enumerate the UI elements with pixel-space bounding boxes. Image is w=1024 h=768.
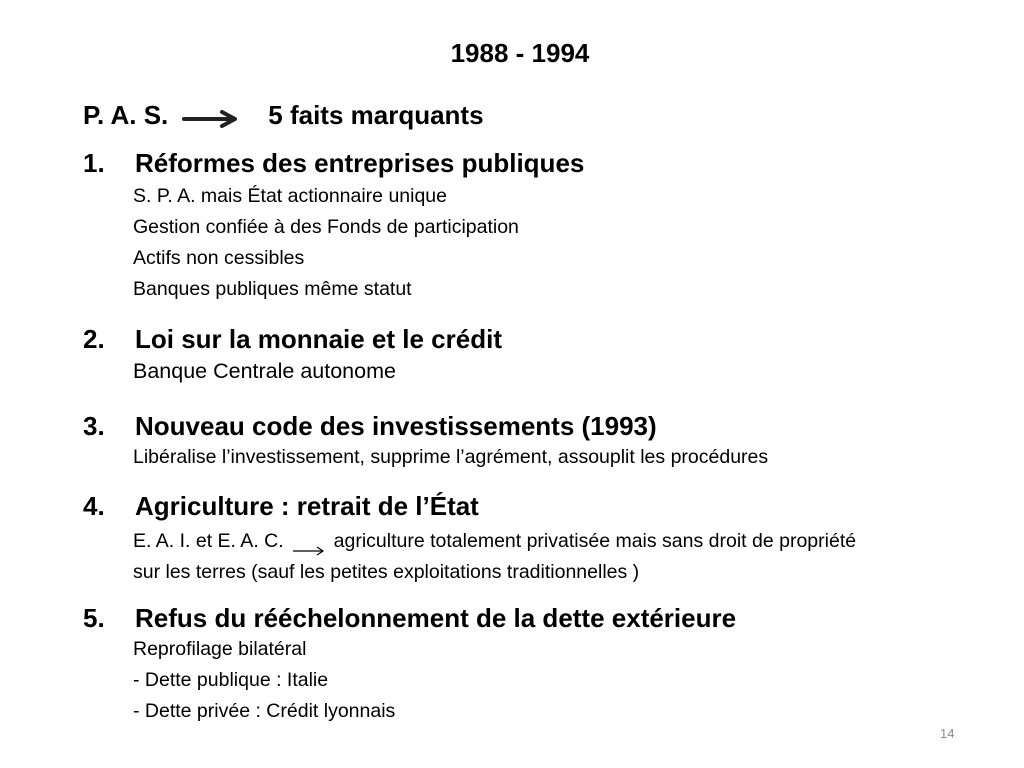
page-number: 14 [940,726,955,741]
detail-line: Banque Centrale autonome [133,359,396,383]
item-details [133,634,1013,727]
right-arrow-icon [182,105,242,125]
item-details [133,181,1013,305]
item-heading [83,602,1013,634]
item-details [133,442,1013,473]
item-number: 4. [83,490,105,521]
pas-summary: 5 faits marquants [268,99,484,130]
item-heading [83,147,1013,179]
detail-result: agriculture totalement privatisée mais sans droit de propriété [333,530,857,552]
detail-abbreviations: E. A. I. et E. A. C. [133,530,284,552]
item-number: 1. [83,147,105,178]
item-title: Agriculture : retrait de l’État [135,490,479,521]
detail-line: Libéralise l’investissement, supprime l’agrément, assouplit les procédures [133,446,769,468]
list-item-1 [83,147,1013,305]
item-title: Réformes des entreprises publiques [135,147,585,178]
item-number: 3. [83,410,105,441]
right-arrow-icon [292,536,326,548]
slide-title: 1988 - 1994 [450,38,590,68]
list-item-4 [83,490,1013,588]
detail-line: sur les terres (sauf les petites exploitations traditionnelles ) [133,561,640,583]
list-item-2 [83,323,1013,387]
detail-line: - Dette privée : Crédit lyonnais [133,700,396,722]
detail-line: Gestion confiée à des Fonds de participation [133,216,519,238]
detail-line: Banques publiques même statut [133,278,412,300]
detail-line: S. P. A. mais État actionnaire unique [133,185,447,207]
item-title: Nouveau code des investissements (1993) [135,410,657,441]
pas-line [83,99,484,131]
item-heading [83,410,1013,442]
pas-label: P. A. S. [83,99,169,130]
item-title: Refus du rééchelonnement de la dette extérieure [135,602,737,633]
detail-line: Reprofilage bilatéral [133,638,307,660]
detail-line: Actifs non cessibles [133,247,305,269]
item-title: Loi sur la monnaie et le crédit [135,323,502,354]
item-number: 5. [83,602,105,633]
list-item-5 [83,602,1013,727]
item-heading [83,323,1013,355]
detail-line [133,526,1013,557]
item-details [133,526,1013,588]
item-heading [83,490,1013,522]
detail-line: - Dette publique : Italie [133,669,329,691]
item-details [133,355,1013,387]
item-number: 2. [83,323,105,354]
list-item-3 [83,410,1013,473]
